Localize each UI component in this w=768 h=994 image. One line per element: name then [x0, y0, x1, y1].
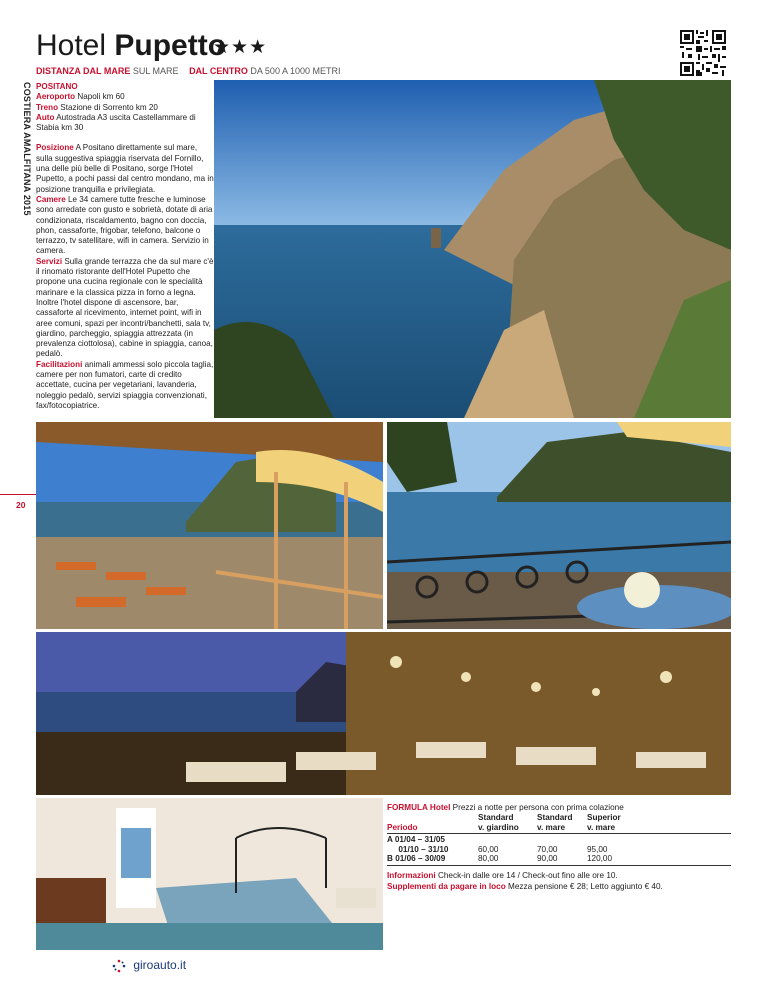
center-value: DA 500 A 1000 METRI: [250, 66, 341, 76]
city-name: POSITANO: [36, 82, 78, 91]
qr-code-icon[interactable]: [680, 30, 726, 76]
region-side-label: [22, 82, 32, 322]
price-cell: 80,00: [478, 854, 499, 864]
title-light: Hotel: [36, 29, 107, 62]
restaurant-photo: [36, 632, 731, 795]
distance-label: DISTANZA DAL MARE: [36, 66, 131, 76]
region-side-text: COSTIERA AMALFITANA 2015: [22, 82, 32, 216]
price-cell: 60,00: [478, 844, 499, 854]
distance-value: SUL MARE: [132, 66, 179, 76]
price-cell: 90,00: [537, 854, 558, 864]
col1-header-a: Standard: [478, 813, 514, 822]
period-header: Periodo: [387, 822, 418, 832]
star-rating: ★★★: [213, 37, 268, 58]
pricing-formula: [387, 803, 624, 812]
price-cell: 120,00: [587, 854, 613, 864]
distance-info: [36, 66, 348, 76]
period-cell: 01/10 – 31/10: [387, 844, 449, 854]
period-cell: A 01/04 – 31/05: [387, 835, 445, 845]
price-header-row-1: [387, 813, 731, 823]
facilities-paragraph: Facilitazioni animali ammessi solo piccola taglia, camere per non fumatori, carte di credito accettate, cucina per vegetariani, lavanderia, noleggio pedalò, servizi spiaggia convenzionati, fax/fotocopiatrice.: [36, 359, 214, 410]
table-row: [387, 854, 731, 864]
period-cell: B 01/06 – 30/09: [387, 854, 446, 864]
title-bold: Pupetto: [114, 29, 227, 62]
rooms-paragraph: Camere Le 34 camere tutte fresche e luminose sono arredate con gusto e sobrietà, dotate di aria condizionata, riscaldamento, bagno con doccia, phon, cassaforte, frigobar, telefono, balcone o terrazzo, tv satellitare, wifi in camera. Servizio in camera.: [36, 194, 213, 256]
page-number-text: 20: [16, 500, 26, 510]
brand-text: giroauto.it: [133, 958, 187, 972]
giroauto-logo-icon: [112, 959, 126, 973]
airport-line: Aeroporto Napoli km 60: [36, 92, 125, 102]
col2-header-a: Standard: [537, 813, 573, 822]
formula-label: FORMULA Hotel: [387, 803, 451, 812]
price-header-row-2: [387, 823, 731, 833]
info-block: [387, 870, 663, 892]
center-label: DAL CENTRO: [189, 66, 248, 76]
col3-header-a: Superior: [587, 813, 621, 822]
brand-logo[interactable]: [112, 958, 186, 973]
info-line: Informazioni Check-in dalle ore 14 / Check-out fino alle ore 10.: [387, 871, 618, 880]
beach-terrace-photo: [36, 422, 383, 629]
position-paragraph: Posizione A Positano direttamente sul mare, sulla suggestiva spiaggia riservata del Fornillo, una delle più belle di Positano, sorge l'Hotel Pupetto, a pochi passi dal centro mondano, ma in posizione tranquilla e privilegiata.: [36, 143, 214, 194]
price-table: [387, 813, 731, 867]
terrace-sea-photo: [387, 422, 731, 629]
room-photo: [36, 798, 383, 950]
coastline-photo: [214, 80, 731, 418]
table-row: [387, 845, 731, 855]
train-line: Treno Stazione di Sorrento km 20: [36, 102, 158, 112]
col1-header-b: v. giardino: [478, 822, 519, 832]
page-number: [0, 494, 36, 514]
services-paragraph: Servizi Sulla grande terrazza che da sul mare c'è il rinomato ristorante dell'Hotel Pupetto che propone una cucina regionale con le specialità marinare e la classica pizza in forno a legna. Inoltre l'hotel dispone di ascensore, bar, cassaforte al ricevimento, internet point, wifi in aree comuni, spazi per incontri/banchetti, sala tv, giardino, parcheggio, spiaggia attrezzata (in prevalenza ciottolosa), cabine in spiaggia, canoa, pedalò.: [36, 256, 214, 359]
table-bottom-rule: [387, 865, 731, 866]
price-cell: 70,00: [537, 844, 558, 854]
price-cell: 95,00: [587, 844, 608, 854]
table-divider: [387, 833, 731, 834]
table-row: [387, 835, 731, 845]
formula-text: Prezzi a notte per persona con prima colazione: [452, 803, 624, 812]
col3-header-b: v. mare: [587, 822, 616, 832]
hotel-title: [36, 28, 226, 64]
car-line: Auto Autostrada A3 uscita Castellammare di Stabia km 30: [36, 112, 196, 133]
supplement-line: Supplementi da pagare in loco Mezza pensione € 28; Letto aggiunto € 40.: [387, 882, 663, 891]
hotel-description: [36, 82, 214, 411]
col2-header-b: v. mare: [537, 822, 566, 832]
